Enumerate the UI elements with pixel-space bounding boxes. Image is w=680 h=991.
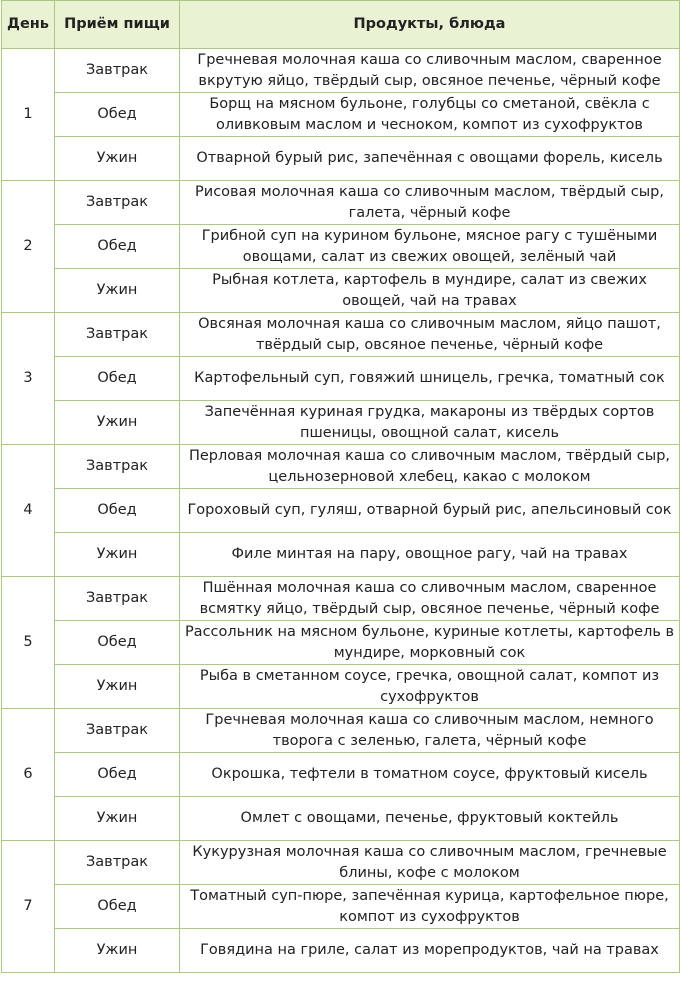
dishes-cell: Филе минтая на пару, овощное рагу, чай на травах <box>180 533 680 577</box>
meal-name-cell: Ужин <box>55 797 180 841</box>
dishes-cell: Отварной бурый рис, запечённая с овощами форель, кисель <box>180 137 680 181</box>
header-dishes: Продукты, блюда <box>180 1 680 49</box>
meal-name-cell: Завтрак <box>55 181 180 225</box>
dishes-cell: Гороховый суп, гуляш, отварной бурый рис, апельсиновый сок <box>180 489 680 533</box>
meal-name-cell: Обед <box>55 885 180 929</box>
table-row <box>2 49 680 93</box>
meal-name-cell: Завтрак <box>55 709 180 753</box>
table-row <box>2 533 680 577</box>
table-row <box>2 269 680 313</box>
meal-plan-table <box>1 0 680 973</box>
table-row <box>2 445 680 489</box>
table-row <box>2 797 680 841</box>
meal-name-cell: Завтрак <box>55 49 180 93</box>
table-row <box>2 929 680 973</box>
meal-name-cell: Завтрак <box>55 313 180 357</box>
dishes-cell: Томатный суп-пюре, запечённая курица, картофельное пюре, компот из сухофруктов <box>180 885 680 929</box>
table-row <box>2 665 680 709</box>
table-row <box>2 313 680 357</box>
header-meal: Приём пищи <box>55 1 180 49</box>
table-row <box>2 357 680 401</box>
table-header-row <box>2 1 680 49</box>
day-number-cell: 1 <box>2 49 55 181</box>
meal-name-cell: Обед <box>55 357 180 401</box>
dishes-cell: Борщ на мясном бульоне, голубцы со сметаной, свёкла с оливковым маслом и чесноком, компот из сухофруктов <box>180 93 680 137</box>
dishes-cell: Окрошка, тефтели в томатном соусе, фруктовый кисель <box>180 753 680 797</box>
meal-name-cell: Ужин <box>55 137 180 181</box>
dishes-cell: Рисовая молочная каша со сливочным маслом, твёрдый сыр, галета, чёрный кофе <box>180 181 680 225</box>
table-row <box>2 93 680 137</box>
day-number-cell: 3 <box>2 313 55 445</box>
day-number-cell: 6 <box>2 709 55 841</box>
meal-name-cell: Обед <box>55 489 180 533</box>
table-row <box>2 753 680 797</box>
dishes-cell: Рыба в сметанном соусе, гречка, овощной салат, компот из сухофруктов <box>180 665 680 709</box>
meal-name-cell: Ужин <box>55 929 180 973</box>
day-number-cell: 4 <box>2 445 55 577</box>
dishes-cell: Запечённая куриная грудка, макароны из твёрдых сортов пшеницы, овощной салат, кисель <box>180 401 680 445</box>
header-day: День <box>2 1 55 49</box>
table-row <box>2 885 680 929</box>
day-number-cell: 5 <box>2 577 55 709</box>
dishes-cell: Картофельный суп, говяжий шницель, гречка, томатный сок <box>180 357 680 401</box>
meal-name-cell: Ужин <box>55 533 180 577</box>
dishes-cell: Пшённая молочная каша со сливочным маслом, сваренное всмятку яйцо, твёрдый сыр, овсяное печенье, чёрный кофе <box>180 577 680 621</box>
meal-name-cell: Обед <box>55 93 180 137</box>
table-row <box>2 401 680 445</box>
meal-name-cell: Обед <box>55 753 180 797</box>
dishes-cell: Кукурузная молочная каша со сливочным маслом, гречневые блины, кофе с молоком <box>180 841 680 885</box>
table-row <box>2 841 680 885</box>
table-row <box>2 577 680 621</box>
meal-name-cell: Завтрак <box>55 577 180 621</box>
meal-name-cell: Обед <box>55 621 180 665</box>
meal-name-cell: Ужин <box>55 269 180 313</box>
dishes-cell: Овсяная молочная каша со сливочным маслом, яйцо пашот, твёрдый сыр, овсяное печенье, чёрный кофе <box>180 313 680 357</box>
meal-name-cell: Ужин <box>55 665 180 709</box>
day-number-cell: 2 <box>2 181 55 313</box>
dishes-cell: Рассольник на мясном бульоне, куриные котлеты, картофель в мундире, морковный сок <box>180 621 680 665</box>
dishes-cell: Перловая молочная каша со сливочным маслом, твёрдый сыр, цельнозерновой хлебец, какао с молоком <box>180 445 680 489</box>
meal-name-cell: Завтрак <box>55 841 180 885</box>
table-row <box>2 621 680 665</box>
dishes-cell: Гречневая молочная каша со сливочным маслом, немного творога с зеленью, галета, чёрный кофе <box>180 709 680 753</box>
table-body <box>2 49 680 973</box>
day-number-cell: 7 <box>2 841 55 973</box>
table-row <box>2 181 680 225</box>
meal-name-cell: Ужин <box>55 401 180 445</box>
dishes-cell: Говядина на гриле, салат из морепродуктов, чай на травах <box>180 929 680 973</box>
table-row <box>2 709 680 753</box>
dishes-cell: Грибной суп на курином бульоне, мясное рагу с тушёными овощами, салат из свежих овощей, зелёный чай <box>180 225 680 269</box>
table-row <box>2 489 680 533</box>
table-row <box>2 137 680 181</box>
table-row <box>2 225 680 269</box>
meal-name-cell: Обед <box>55 225 180 269</box>
dishes-cell: Омлет с овощами, печенье, фруктовый коктейль <box>180 797 680 841</box>
dishes-cell: Рыбная котлета, картофель в мундире, салат из свежих овощей, чай на травах <box>180 269 680 313</box>
dishes-cell: Гречневая молочная каша со сливочным маслом, сваренное вкрутую яйцо, твёрдый сыр, овсяное печенье, чёрный кофе <box>180 49 680 93</box>
meal-name-cell: Завтрак <box>55 445 180 489</box>
